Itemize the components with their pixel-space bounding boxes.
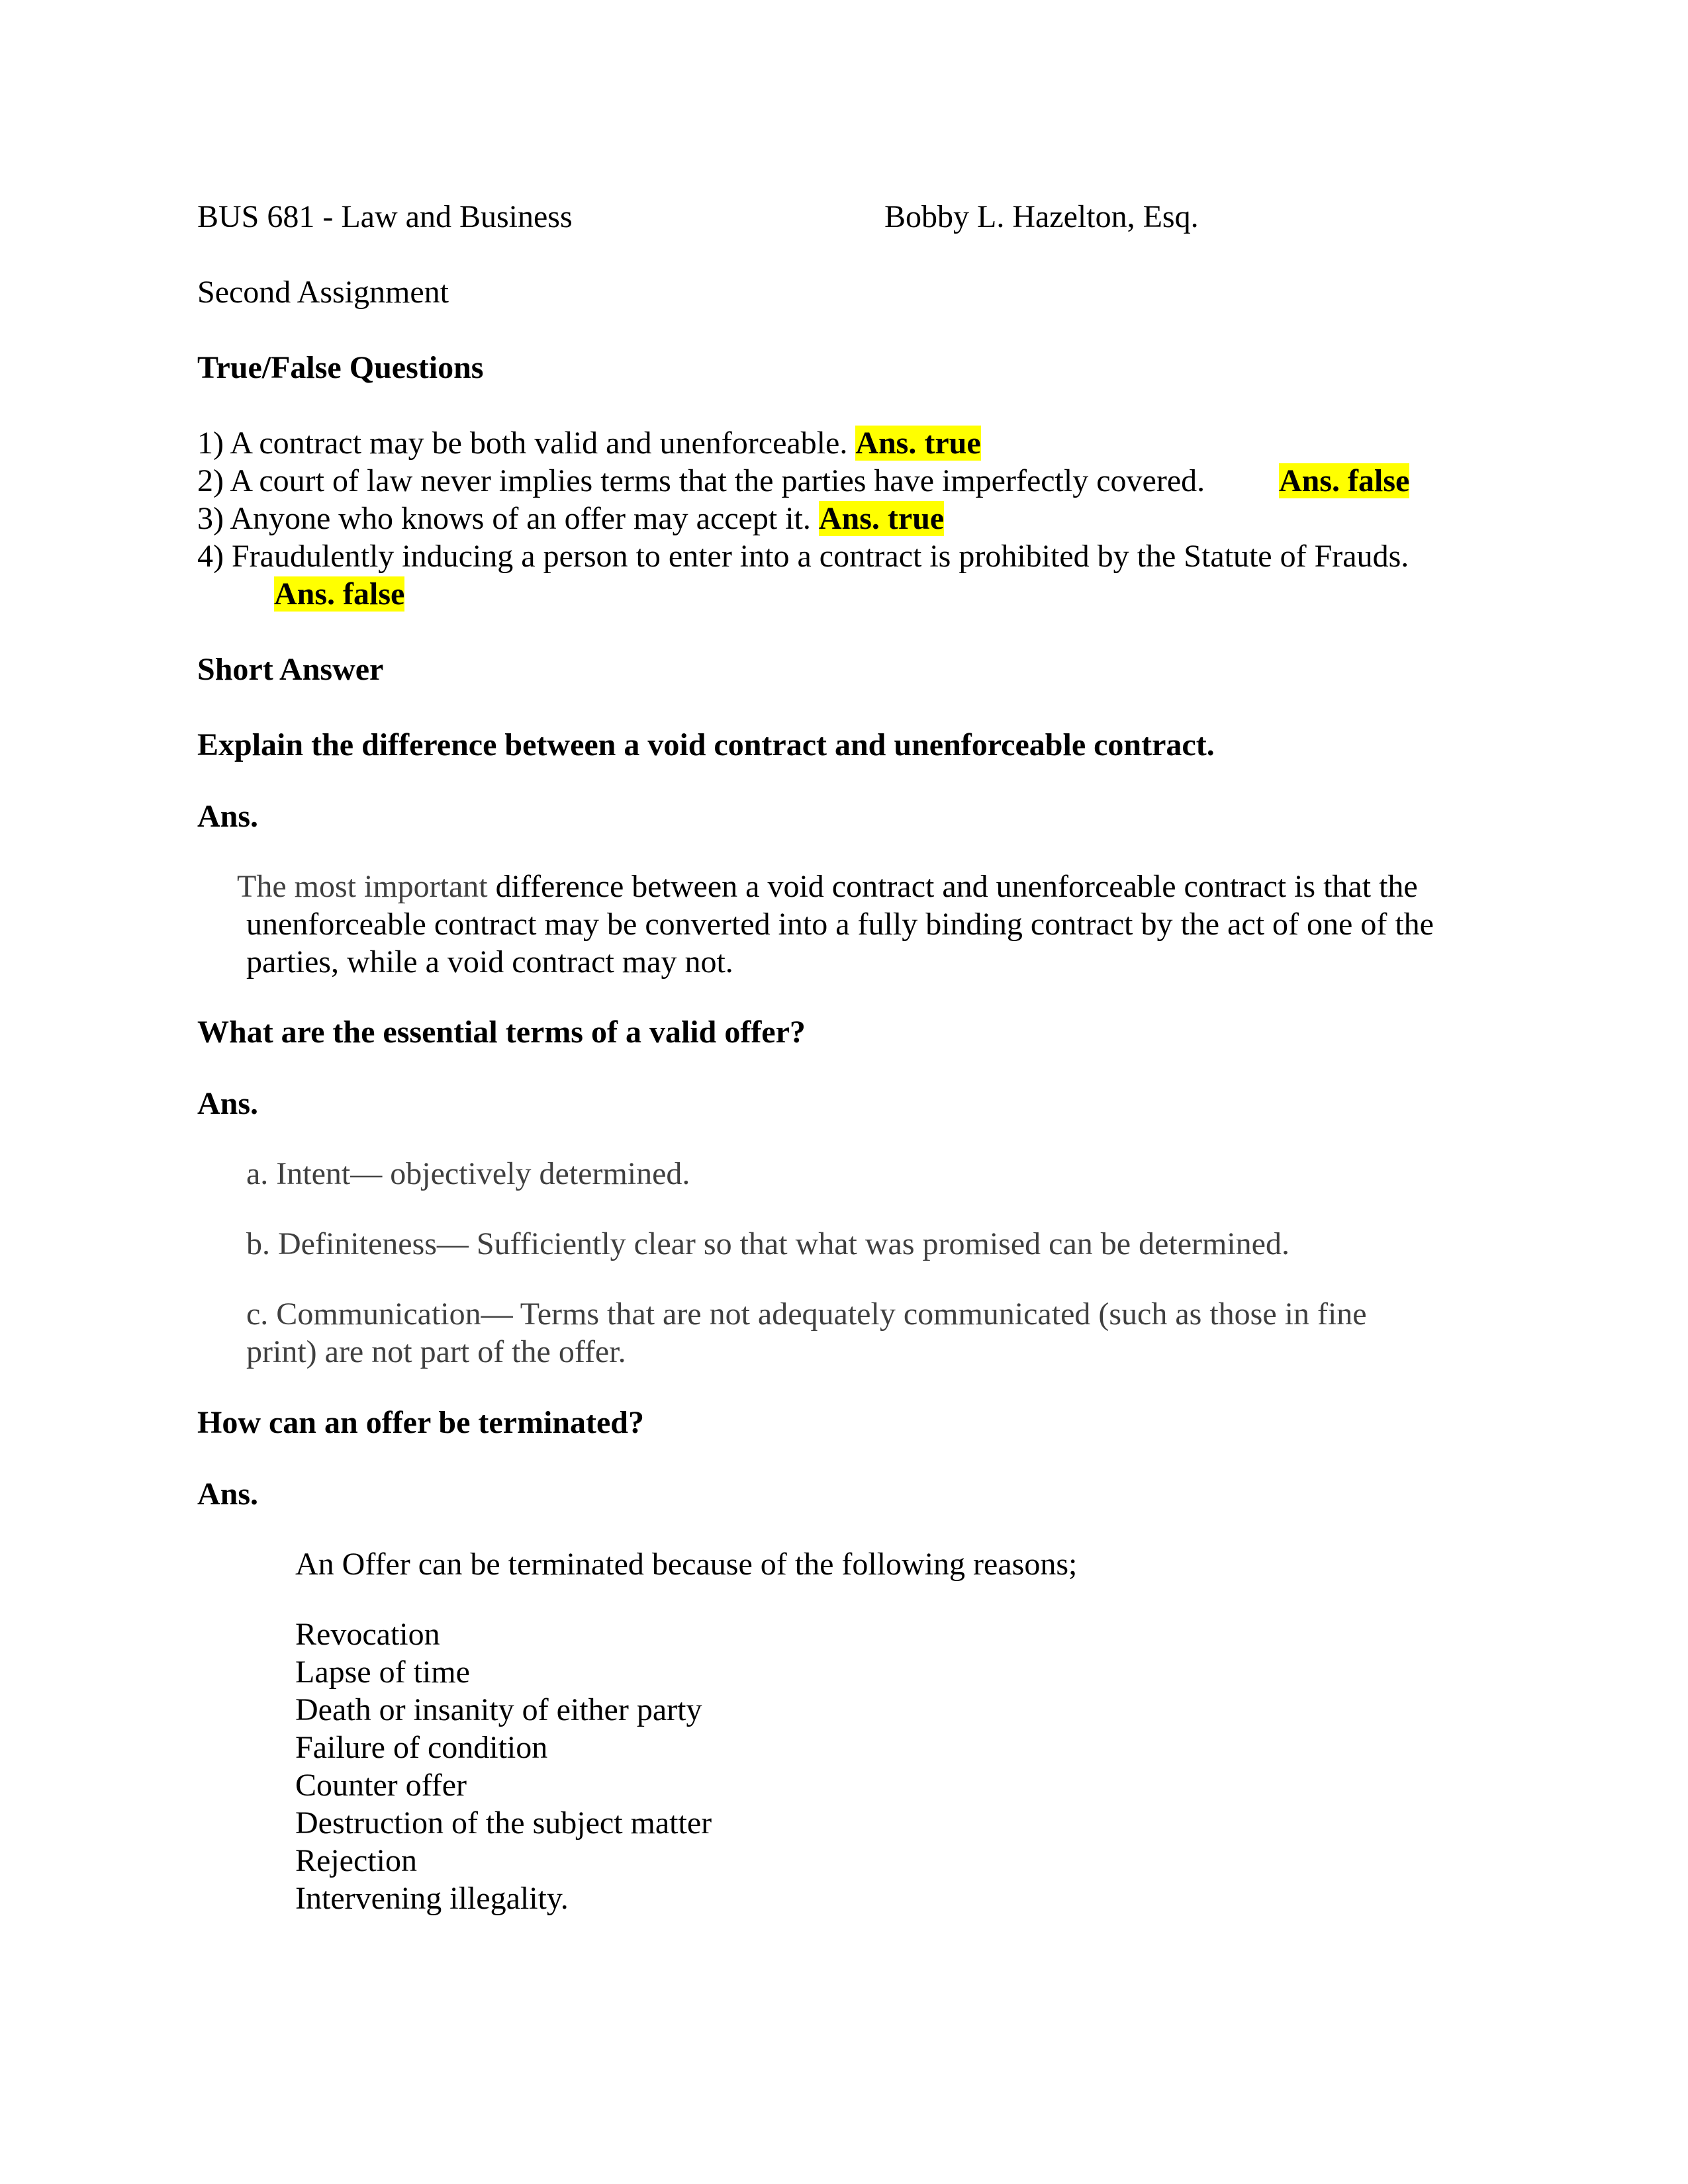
termination-reason: Failure of condition xyxy=(295,1730,548,1765)
course-title: BUS 681 - Law and Business xyxy=(197,199,573,234)
termination-reason: Death or insanity of either party xyxy=(295,1692,702,1727)
tf-question-1 xyxy=(197,425,981,462)
question-2: What are the essential terms of a valid offer? xyxy=(197,1015,806,1050)
answer-1-line-2: unenforceable contract may be converted into a fully binding contract by the act of one of the xyxy=(246,907,1434,942)
answer-label-1: Ans. xyxy=(197,799,259,834)
tf-answer-highlight: Ans. true xyxy=(855,426,981,461)
answer-1-lead: The most important xyxy=(237,869,488,904)
tf-answer-2 xyxy=(1279,463,1409,500)
offer-term-b: b. Definiteness— Sufficiently clear so that what was promised can be determined. xyxy=(246,1226,1289,1261)
answer-label-3: Ans. xyxy=(197,1477,259,1512)
termination-reason: Revocation xyxy=(295,1617,440,1652)
offer-term-c-line-2: print) are not part of the offer. xyxy=(246,1334,626,1369)
tf-question-text: 2) A court of law never implies terms that the parties have imperfectly covered. xyxy=(197,463,1205,498)
termination-reason: Rejection xyxy=(295,1843,417,1878)
tf-answer-highlight: Ans. false xyxy=(1279,463,1410,498)
offer-term-a: a. Intent— objectively determined. xyxy=(246,1156,690,1191)
question-1: Explain the difference between a void contract and unenforceable contract. xyxy=(197,727,1215,762)
tf-question-3 xyxy=(197,500,944,537)
termination-reason: Destruction of the subject matter xyxy=(295,1805,712,1841)
answer-label-2: Ans. xyxy=(197,1086,259,1121)
termination-reason: Intervening illegality. xyxy=(295,1881,569,1916)
answer-1-line-1 xyxy=(237,868,1418,905)
answer-1-line-3: parties, while a void contract may not. xyxy=(246,944,733,979)
tf-answer-highlight: Ans. false xyxy=(274,576,405,612)
termination-reason: Counter offer xyxy=(295,1768,467,1803)
offer-term-c-line-1: c. Communication— Terms that are not adequately communicated (such as those in fine xyxy=(246,1297,1367,1332)
author-name: Bobby L. Hazelton, Esq. xyxy=(884,199,1199,234)
question-3: How can an offer be terminated? xyxy=(197,1405,644,1440)
tf-question-text: 3) Anyone who knows of an offer may accept it. xyxy=(197,501,819,536)
tf-question-2 xyxy=(197,463,1205,500)
answer-1-text: difference between a void contract and unenforceable contract is that the xyxy=(487,869,1418,904)
tf-question-text: 4) Fraudulently inducing a person to enter into a contract is prohibited by the Statute of Frauds. xyxy=(197,539,1409,574)
termination-intro: An Offer can be terminated because of the following reasons; xyxy=(295,1547,1078,1582)
assignment-title: Second Assignment xyxy=(197,275,449,310)
true-false-heading: True/False Questions xyxy=(197,350,484,385)
tf-answer-4 xyxy=(274,576,404,613)
tf-question-4 xyxy=(197,538,1409,575)
tf-answer-highlight: Ans. true xyxy=(818,501,945,536)
tf-question-text: 1) A contract may be both valid and unenforceable. xyxy=(197,426,856,461)
short-answer-heading: Short Answer xyxy=(197,652,384,687)
termination-reason: Lapse of time xyxy=(295,1655,470,1690)
